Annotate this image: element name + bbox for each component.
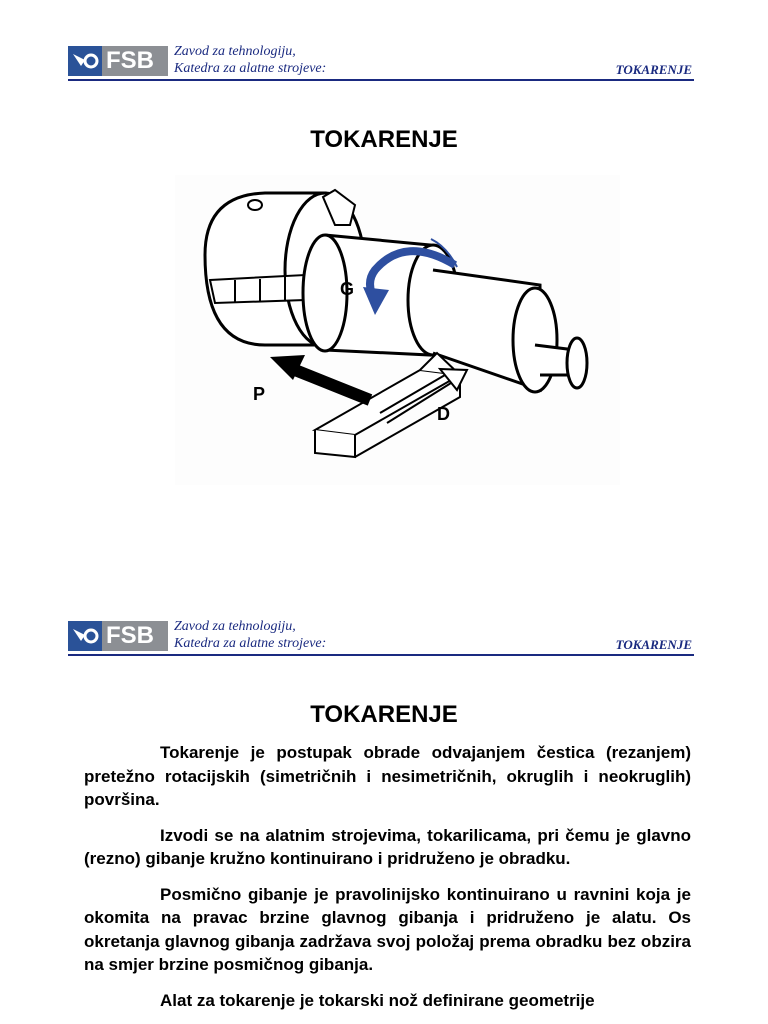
paragraph: Posmično gibanje je pravolinijsko kontinuirano u ravnini koja je okomita na pravac brzine glavnog gibanja i pridruženo je alatu. Os okretanja glavnog gibanja zadržava svoj položaj prema obradku bez obzira na smjer brzine posmičnog gibanja. (84, 884, 691, 974)
label-p: P (253, 384, 266, 404)
page-header (68, 621, 694, 661)
label-g: G (340, 279, 355, 299)
page-title: TOKARENJE (310, 701, 458, 728)
header-rule (68, 654, 694, 656)
fsb-logo: FSB (68, 621, 168, 651)
header-department: Katedra za alatne strojeve: (174, 61, 327, 76)
logo-emblem-icon (71, 625, 99, 647)
paragraph: Tokarenje je postupak obrade odvajanjem čestica (rezanjem) pretežno rotacijskih (simetričnih i nesimetričnih, okruglih i neokruglih) površina. (84, 743, 691, 809)
page-title: TOKARENJE (310, 126, 458, 153)
header-institute: Zavod za tehnologiju, (174, 44, 296, 59)
header-institute: Zavod za tehnologiju, (174, 619, 296, 634)
paragraph: Alat za tokarenje je tokarski nož definirane geometrije (160, 990, 595, 1010)
header-section: TOKARENJE (615, 637, 692, 652)
header-department: Katedra za alatne strojeve: (174, 636, 327, 651)
header-rule (68, 79, 694, 81)
logo-emblem-icon (71, 50, 99, 72)
turning-illustration (175, 175, 620, 485)
label-d: D (437, 404, 450, 424)
page-header (68, 46, 694, 86)
fsb-logo: FSB (68, 46, 168, 76)
header-section: TOKARENJE (615, 62, 692, 77)
paragraph: Izvodi se na alatnim strojevima, tokarilicama, pri čemu je glavno (rezno) gibanje kružno kontinuirano i pridruženo je obradku. (84, 825, 691, 868)
body-text (84, 741, 691, 1024)
